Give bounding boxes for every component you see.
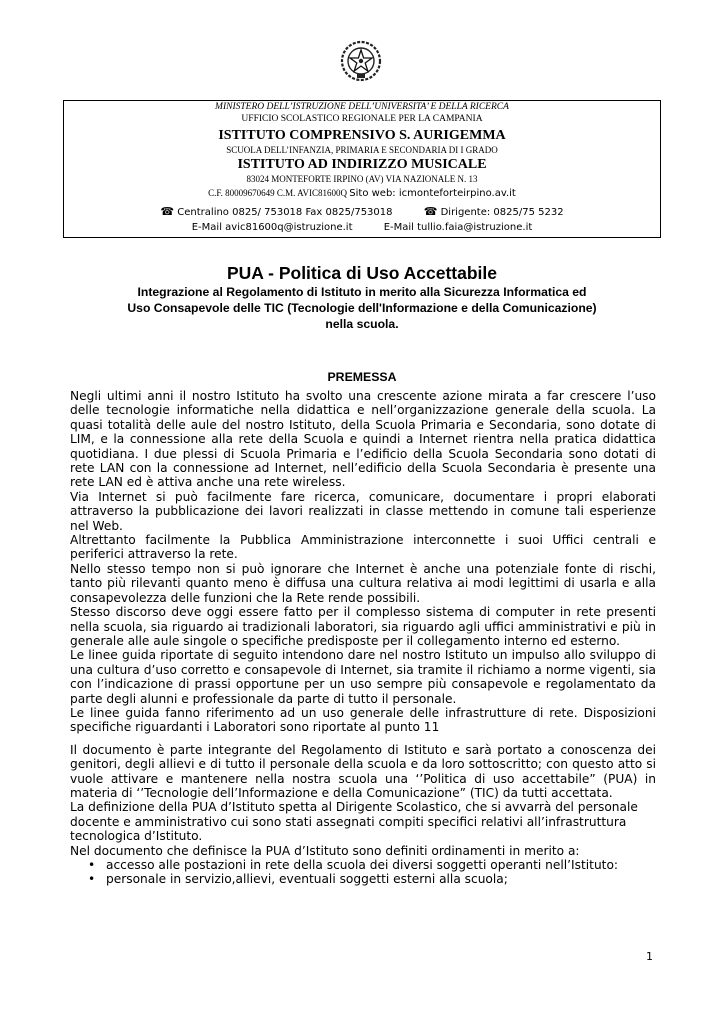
paragraph: Nel documento che definisce la PUA d’Istituto sono definiti ordinamenti in merito a: bbox=[70, 843, 580, 858]
bullet-list bbox=[70, 858, 656, 887]
document-subtitle-line-2: Uso Consapevole delle TIC (Tecnologie dell'Informazione e della Comunicazione) bbox=[127, 301, 597, 315]
phone-line bbox=[64, 205, 660, 218]
email-line bbox=[64, 222, 660, 233]
telephone-icon: ☎ bbox=[160, 205, 175, 218]
director-phone: Dirigente: 0825/75 5232 bbox=[440, 207, 564, 218]
document-title-block bbox=[60, 262, 664, 332]
document-subtitle-line-1: Integrazione al Regolamento di Istituto in merito alla Sicurezza Informatica ed bbox=[137, 285, 587, 299]
paragraph: La definizione della PUA d’Istituto spetta al Dirigente Scolastico, che si avvarrà del personale docente e amministrativo cui sono stati assegnati compiti specifici relativi all’infrastruttura tecnologica d’Istituto. bbox=[70, 800, 638, 844]
regional-office: UFFICIO SCOLASTICO REGIONALE PER LA CAMPANIA bbox=[241, 114, 483, 124]
telephone-icon: ☎ bbox=[423, 205, 438, 218]
paragraph: Le linee guida fanno riferimento ad un uso generale delle infrastrutture di rete. Disposizioni specifiche riguardanti i Laboratori sono riportate al punto 11 bbox=[70, 705, 656, 735]
school-email: E-Mail avic81600q@istruzione.it bbox=[191, 222, 353, 233]
paragraph: Il documento è parte integrante del Regolamento di Istituto e sarà portato a conoscenza dei genitori, degli allievi e di tutto il personale della scuola e da loro sottoscritto; con questo atto si vuole attivare e mantenere nella nostra scuola una ‘’Politica di uso accettabile” (PUA) in materia di ‘’Tecnologie dell’Informazione e della Comunicazione” (TIC) da tutti accettata. bbox=[70, 742, 656, 800]
document-title: PUA - Politica di Uso Accettabile bbox=[226, 263, 497, 283]
school-levels: SCUOLA DELL’INFANZIA, PRIMARIA E SECONDARIA DI I GRADO bbox=[226, 145, 498, 155]
school-letterhead bbox=[63, 100, 661, 238]
paragraph: Nello stesso tempo non si può ignorare che Internet è anche una potenziale fonte di rischi, tanto più rilevanti quanto meno è diffusa una cultura relativa ai modi legittimi di usarla e alla consapevolezza delle funzioni che la Rete rende possibili. bbox=[70, 561, 656, 605]
section-body bbox=[70, 389, 656, 887]
list-item: • personale in servizio,allievi, eventuali soggetti esterni alla scuola; bbox=[70, 872, 656, 886]
paragraph: Le linee guida riportate di seguito intendono dare nel nostro Istituto un impulso allo sviluppo di una cultura d’uso corretto e consapevole di Internet, sia tramite il richiamo a norme vigenti, sia con l’indicazione di prassi opportune per un uso sempre più consapevole e regolamentato da parte degli alunni e professionale da parte di tutto il personale. bbox=[70, 648, 656, 706]
school-address: 83024 MONTEFORTE IRPINO (AV) VIA NAZIONALE N. 13 bbox=[246, 174, 478, 184]
school-codes: C.F. 80009670649 C.M. AVIC81600Q bbox=[208, 188, 348, 198]
paragraph: Via Internet si può facilmente fare ricerca, comunicare, documentare i propri elaborati attraverso la pubblicazione dei lavori realizzati in classe mettendo in comune tali esperienze nel Web. bbox=[70, 489, 656, 533]
republic-emblem-icon bbox=[340, 40, 382, 82]
school-codes-line bbox=[64, 188, 660, 199]
ministry-name: MINISTERO DELL’ISTRUZIONE DELL’UNIVERSITA’ E DELLA RICERCA bbox=[215, 102, 509, 112]
paragraph: Stesso discorso deve oggi essere fatto per il complesso sistema di computer in rete presenti nella scuola, sia riguardo ai tradizionali laboratori, sia riguardo agli uffici amministrativi e più in generale alle aule singole o specifiche predisposte per il collegamento interno ed esterno. bbox=[70, 605, 656, 648]
list-item: • accesso alle postazioni in rete della scuola dei diversi soggetti operanti nell’Istituto: bbox=[70, 858, 656, 872]
director-email: E-Mail tullio.faia@istruzione.it bbox=[383, 222, 533, 233]
switchboard-phone: Centralino 0825/ 753018 Fax 0825/753018 bbox=[177, 207, 393, 218]
page-number: 1 bbox=[646, 950, 653, 963]
paragraph: Altrettanto facilmente la Pubblica Amministrazione interconnette i suoi Uffici centrali e periferici attraverso la rete. bbox=[70, 533, 656, 562]
document-subtitle-line-3: nella scuola. bbox=[325, 317, 399, 331]
school-name: ISTITUTO COMPRENSIVO S. AURIGEMMA bbox=[218, 128, 506, 143]
music-institute-name: ISTITUTO AD INDIRIZZO MUSICALE bbox=[237, 157, 487, 172]
school-website: Sito web: icmonteforteirpino.av.it bbox=[349, 188, 516, 199]
paragraph: Negli ultimi anni il nostro Istituto ha svolto una crescente azione mirata a far crescere l’uso delle tecnologie informatiche nella didattica e nell’organizzazione generale della scuola. La quasi totalità delle aule del nostro Istituto, della Scuola Primaria e Secondaria, sono dotate di LIM, e la connessione alla rete della Scuola e quindi a Internet rientra nella pratica didattica quotidiana. I due plessi di Scuola Primaria e l’edificio della Scuola Secondaria sono dotati di rete LAN con la connessione ad Internet, nell’edificio della Scuola Secondaria è presente una rete LAN ed è attiva anche una rete wireless. bbox=[70, 389, 656, 490]
section-heading: PREMESSA bbox=[327, 370, 397, 384]
